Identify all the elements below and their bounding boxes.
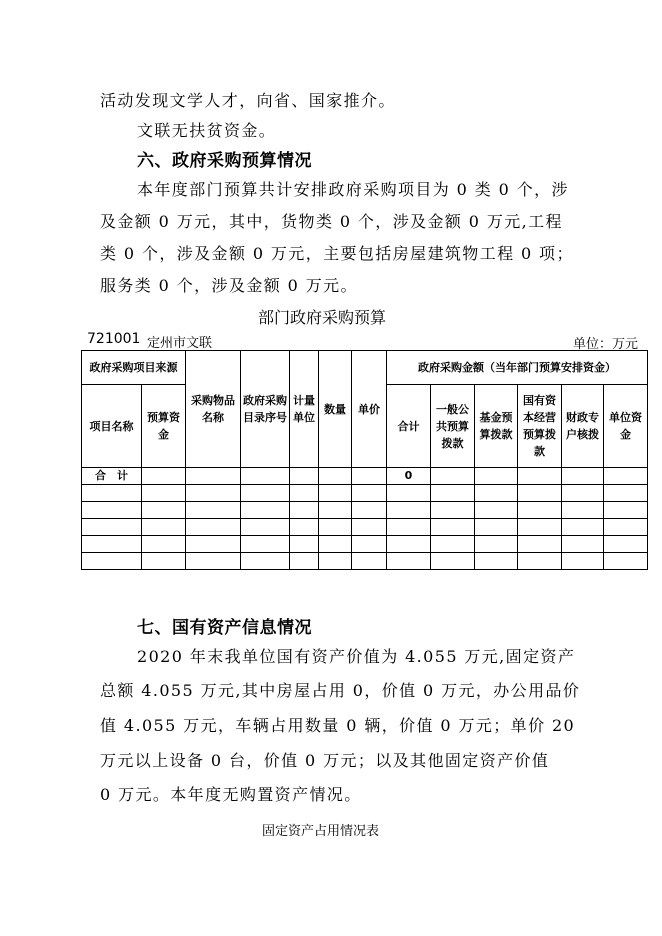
header-unit-funds: 单位资金 — [604, 385, 648, 468]
section-6-line: 类 0 个，涉及金额 0 万元，主要包括房屋建筑物工程 0 项； — [100, 244, 574, 263]
procurement-table-title: 部门政府采购预算 — [258, 308, 387, 327]
section-7-line: 总额 4.055 万元,其中房屋占用 0，价值 0 万元，办公用品价 — [100, 681, 581, 700]
total-value: 0 — [387, 468, 431, 485]
section-7-line: 万元以上设备 0 台，价值 0 万元；以及其他固定资产价值 — [100, 751, 550, 770]
section-7-line: 0 万元。本年度无购置资产情况。 — [100, 785, 362, 804]
header-measure-unit: 计量单位 — [290, 351, 319, 468]
header-total: 合计 — [387, 385, 431, 468]
intro-line-2: 文联无扶贫资金。 — [137, 121, 277, 140]
header-amount-group: 政府采购金额（当年部门预算安排资金） — [387, 351, 648, 385]
header-catalog-no: 政府采购目录序号 — [241, 351, 290, 468]
table-row — [82, 536, 648, 553]
header-state-capital: 国有资本经营预算拨款 — [518, 385, 562, 468]
org-code: 721001 — [87, 331, 141, 347]
header-quantity: 数量 — [319, 351, 352, 468]
header-source: 政府采购项目来源 — [82, 351, 186, 385]
intro-line-1: 活动发现文学人才，向省、国家推介。 — [100, 91, 396, 110]
unit-label: 单位：万元 — [573, 337, 639, 352]
table-row — [82, 519, 648, 536]
table-row — [82, 502, 648, 519]
section-6-line: 及金额 0 万元，其中，货物类 0 个，涉及金额 0 万元,工程 — [100, 212, 563, 231]
header-special-account: 财政专户核拨 — [562, 385, 604, 468]
header-item-name: 采购物品名称 — [186, 351, 241, 468]
header-general-public: 一般公共预算拨款 — [431, 385, 475, 468]
procurement-table — [81, 350, 648, 570]
header-unit-price: 单价 — [352, 351, 387, 468]
section-6-line: 本年度部门预算共计安排政府采购项目为 0 类 0 个，涉 — [137, 180, 569, 199]
org-name: 定州市文联 — [147, 336, 213, 351]
section-6-heading: 六、政府采购预算情况 — [137, 151, 312, 171]
section-7-line: 值 4.055 万元，车辆占用数量 0 辆，价值 0 万元；单价 20 — [100, 716, 576, 735]
fixed-asset-table-caption: 固定资产占用情况表 — [262, 824, 380, 839]
total-row — [82, 468, 648, 485]
table-row — [82, 485, 648, 502]
total-label: 合 计 — [82, 468, 142, 485]
table-row — [82, 553, 648, 570]
section-7-line: 2020 年末我单位国有资产价值为 4.055 万元,固定资产 — [137, 647, 576, 666]
section-7-heading: 七、国有资产信息情况 — [137, 618, 312, 638]
section-6-line: 服务类 0 个，涉及金额 0 万元。 — [100, 276, 358, 295]
header-budget-funds: 预算资金 — [142, 385, 186, 468]
header-fund-budget: 基金预算拨款 — [475, 385, 518, 468]
header-project-name: 项目名称 — [82, 385, 142, 468]
